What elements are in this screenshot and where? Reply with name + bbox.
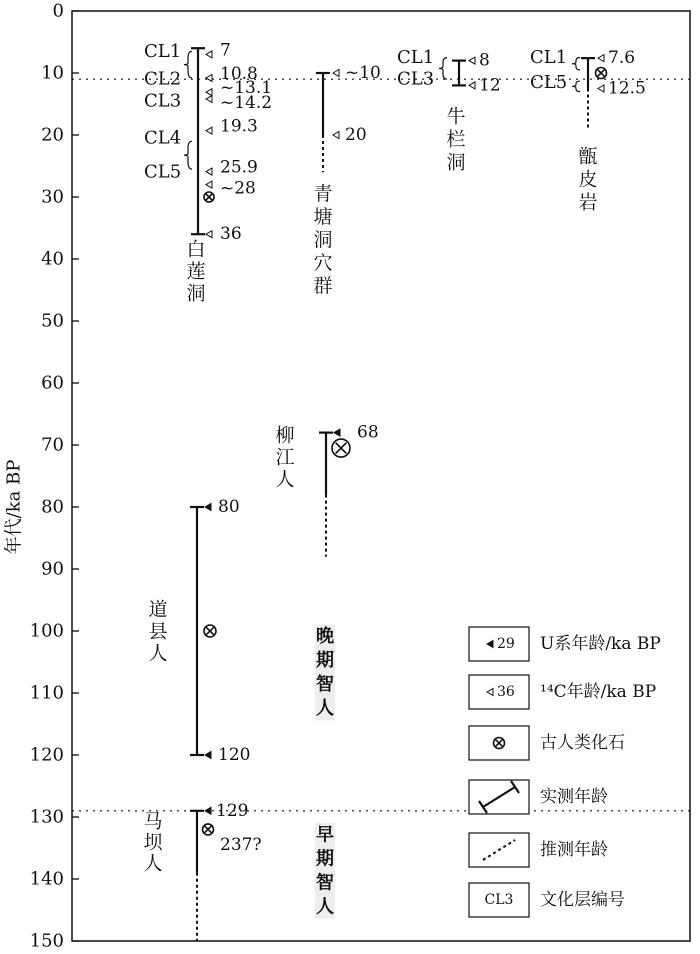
svg-text:期: 期 bbox=[316, 649, 334, 671]
age-label: 7 bbox=[220, 40, 231, 61]
brace-cl4 bbox=[184, 141, 192, 169]
fossil-icon bbox=[596, 68, 607, 79]
age-label: 8 bbox=[479, 50, 490, 71]
y-tick-label: 120 bbox=[29, 744, 64, 766]
svg-text:江: 江 bbox=[275, 446, 295, 469]
c14-age-marker bbox=[206, 231, 212, 238]
y-tick-label: 30 bbox=[41, 186, 64, 208]
cultural-layer-label: CL1 bbox=[530, 47, 568, 68]
svg-text:马: 马 bbox=[143, 810, 163, 833]
y-axis-title: 年代/ka BP bbox=[3, 459, 25, 555]
svg-text:群: 群 bbox=[313, 274, 333, 297]
fossil-icon bbox=[204, 192, 214, 202]
brace-zengpiyan-cl5 bbox=[572, 81, 580, 92]
age-label: 12 bbox=[479, 75, 501, 96]
age-label: 7.6 bbox=[608, 48, 636, 69]
cultural-layer-label: CL1 bbox=[397, 47, 435, 68]
svg-text:白: 白 bbox=[186, 238, 206, 261]
c14-age-marker bbox=[469, 82, 475, 89]
legend-sample: CL3 bbox=[484, 892, 514, 908]
site-name-niulan bbox=[446, 105, 465, 173]
legend-sample: 29 bbox=[497, 636, 515, 652]
age-label: ~14.2 bbox=[220, 93, 273, 114]
site-name-zengpiyan bbox=[578, 146, 597, 214]
site-name-qingtang bbox=[313, 183, 332, 297]
svg-text:早: 早 bbox=[316, 824, 334, 846]
age-label: 12.5 bbox=[608, 78, 646, 99]
c14-age-marker bbox=[206, 181, 212, 188]
legend-label: U系年龄/ka BP bbox=[540, 634, 661, 654]
y-tick-label: 10 bbox=[41, 62, 64, 84]
y-tick-label: 100 bbox=[29, 620, 64, 642]
svg-text:青: 青 bbox=[313, 182, 333, 205]
c14-age-marker bbox=[206, 127, 212, 134]
cultural-layer-label: CL3 bbox=[144, 90, 182, 112]
brace-zengpiyan-cl1 bbox=[572, 58, 580, 70]
svg-text:甑: 甑 bbox=[578, 145, 598, 168]
cultural-layer-label: CL5 bbox=[530, 71, 568, 93]
svg-text:洞: 洞 bbox=[313, 228, 333, 251]
age-label: 19.3 bbox=[220, 116, 258, 137]
svg-text:洞: 洞 bbox=[446, 151, 466, 174]
age-label: 237? bbox=[220, 834, 262, 855]
svg-text:智: 智 bbox=[316, 872, 334, 894]
y-tick-label: 70 bbox=[41, 434, 64, 456]
legend-label: ¹⁴C年龄/ka BP bbox=[540, 682, 657, 702]
legend-label: 文化层编号 bbox=[540, 890, 625, 910]
age-label: 120 bbox=[218, 745, 251, 765]
y-tick-label: 140 bbox=[29, 868, 64, 890]
svg-text:塘: 塘 bbox=[313, 205, 333, 228]
site-name-maba bbox=[143, 810, 163, 874]
y-tick-label: 90 bbox=[41, 558, 64, 580]
site-name-liujiang bbox=[275, 425, 294, 491]
age-label: 20 bbox=[345, 125, 367, 145]
c14-age-marker bbox=[206, 51, 212, 58]
legend-label: 推测年龄 bbox=[540, 840, 608, 860]
age-label: 25.9 bbox=[220, 157, 258, 178]
site-name-bailian bbox=[186, 239, 205, 305]
age-label: 68 bbox=[357, 422, 379, 443]
y-tick-label: 50 bbox=[41, 310, 64, 332]
c14-age-marker bbox=[333, 132, 339, 139]
age-label: 129 bbox=[216, 800, 249, 821]
svg-text:莲: 莲 bbox=[186, 260, 206, 283]
cultural-layer-label: CL1 bbox=[144, 40, 182, 62]
u-series-age-marker bbox=[205, 752, 211, 759]
site-name-daoxian bbox=[148, 598, 167, 664]
svg-text:道: 道 bbox=[148, 598, 168, 621]
legend-label: 实测年龄 bbox=[540, 787, 608, 807]
svg-text:人: 人 bbox=[148, 642, 168, 665]
u-series-age-marker bbox=[205, 504, 211, 511]
age-label: ~28 bbox=[220, 178, 256, 199]
svg-text:皮: 皮 bbox=[578, 168, 598, 191]
age-label: 10.8 bbox=[220, 63, 258, 84]
c14-age-marker bbox=[206, 74, 212, 81]
legend-label: 古人类化石 bbox=[540, 733, 625, 753]
fossil-icon bbox=[332, 439, 350, 457]
age-label: ~10 bbox=[345, 63, 381, 83]
c14-age-marker bbox=[206, 96, 212, 103]
c14-age-marker bbox=[598, 55, 604, 62]
fossil-legend-icon bbox=[494, 738, 505, 749]
cultural-layer-label: CL5 bbox=[144, 161, 182, 183]
svg-text:人: 人 bbox=[275, 468, 295, 491]
fossil-icon bbox=[204, 625, 216, 637]
age-label: ~13.1 bbox=[220, 78, 273, 99]
u-series-age-marker bbox=[334, 429, 340, 436]
svg-text:人: 人 bbox=[316, 697, 334, 719]
legend-sample: 36 bbox=[497, 684, 515, 700]
svg-text:晚: 晚 bbox=[316, 625, 334, 647]
svg-text:人: 人 bbox=[316, 896, 334, 918]
brace-cl1 bbox=[184, 51, 192, 78]
c14-age-marker bbox=[333, 70, 339, 77]
c14-age-marker bbox=[206, 89, 212, 96]
svg-text:洞: 洞 bbox=[186, 282, 206, 305]
cultural-layer-label: CL3 bbox=[397, 68, 435, 90]
svg-text:栏: 栏 bbox=[446, 128, 466, 151]
svg-text:牛: 牛 bbox=[446, 105, 466, 128]
svg-text:坝: 坝 bbox=[143, 831, 163, 854]
y-tick-label: 20 bbox=[41, 124, 64, 146]
c14-age-marker bbox=[469, 57, 475, 64]
brace-niulan bbox=[439, 58, 447, 80]
age-label: 80 bbox=[218, 497, 240, 517]
y-tick-label: 110 bbox=[29, 682, 64, 704]
svg-text:期: 期 bbox=[316, 848, 334, 870]
svg-text:岩: 岩 bbox=[578, 191, 598, 214]
y-tick-label: 60 bbox=[41, 372, 64, 394]
y-tick-label: 40 bbox=[41, 248, 64, 270]
y-tick-label: 150 bbox=[29, 930, 64, 952]
y-tick-label: 80 bbox=[41, 496, 64, 518]
c14-age-marker bbox=[598, 85, 604, 92]
u-series-age-marker bbox=[205, 807, 211, 814]
svg-text:穴: 穴 bbox=[313, 251, 333, 274]
cultural-layer-label: CL4 bbox=[144, 127, 182, 149]
c14-age-marker bbox=[206, 168, 212, 175]
svg-text:县: 县 bbox=[148, 620, 168, 643]
y-tick-label: 0 bbox=[52, 0, 64, 22]
svg-text:柳: 柳 bbox=[275, 424, 295, 447]
svg-text:智: 智 bbox=[316, 673, 334, 695]
svg-text:人: 人 bbox=[143, 852, 163, 875]
cultural-layer-label: CL2 bbox=[144, 68, 182, 90]
age-label: 36 bbox=[220, 224, 242, 245]
fossil-icon bbox=[203, 824, 214, 835]
y-tick-label: 130 bbox=[29, 806, 64, 828]
